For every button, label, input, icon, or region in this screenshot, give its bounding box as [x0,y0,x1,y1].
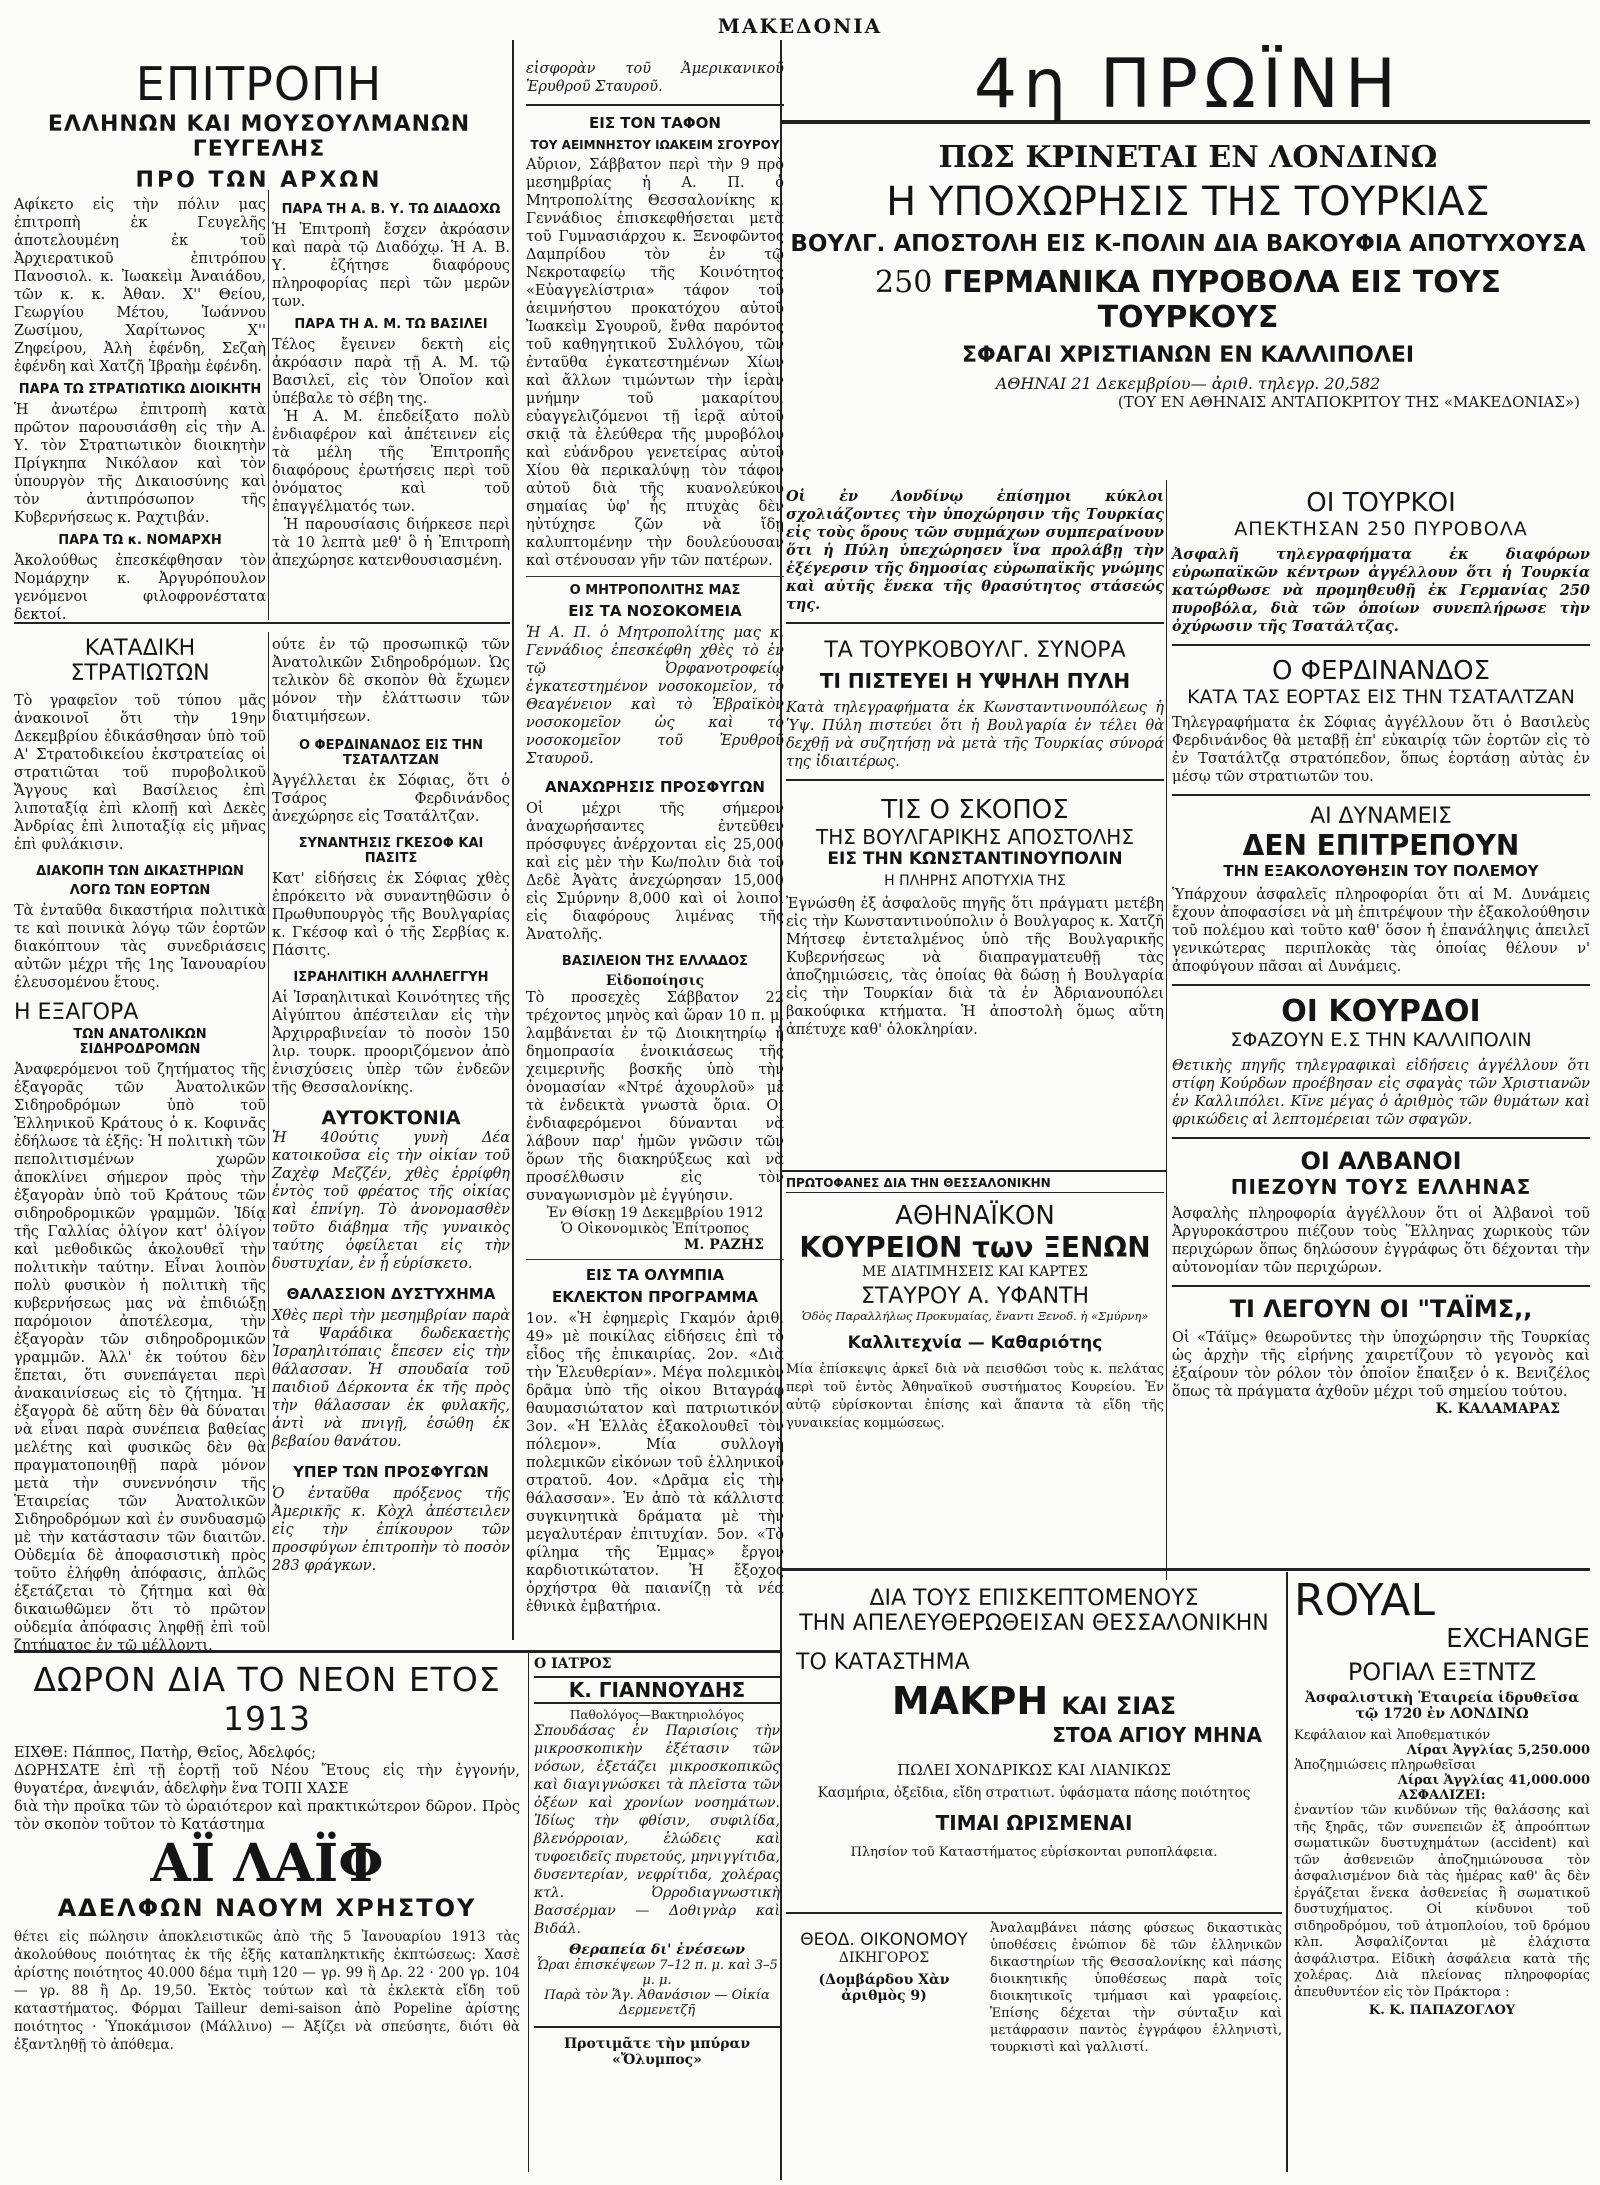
article-body: Ἡ παρουσίασις διήρκεσε περὶ τὰ 10 λεπτὰ μεθ' ὃ ἡ Ἐπιτροπὴ ἀπεχώρησε κατενθουσιασμένη. [272,517,510,569]
article-body: Ἀσφαλὴς πληροφορία ἀγγέλλουν ὅτι οἱ Ἀλβανοὶ τοῦ Ἀργυροκάστρου πιέζουν τοὺς Ἕλληνας χωρικοὺς τῶν περιχώρων ὅπως δηλώσουν ἐγγράφως ὅτι δέχονται τὴν αὐτονομίαν τῶν περιχώρων. [1172,1206,1590,1276]
article-title: Ο ΦΕΡΔΙΝΑΝΔΟΣ [1271,656,1491,686]
article-body: εἰσφορὰν τοῦ Ἀμερικανικοῦ Ἐρυθροῦ Σταυροῦ. [526,61,784,95]
ad-heading: ΤΙΜΑΙ ΩΡΙΣΜΕΝΑΙ [935,1811,1133,1835]
ad-brand-greek: ΡΟΓΙΑΛ ΕΞΤΝΤΖ [1347,1658,1537,1686]
ad-body: Σπουδάσας ἐν Παρισίοις τὴν μικροσκοπικὴν ἐξέτασιν τῶν νόσων, ἐξετάζει μικροσκοπικῶς καὶ διαγιγνώσκει τὰ πλεῖστα τῶν ὀξέων καὶ χρονίων νοσημάτων. Ἰδίως τὴν φθίσιν, συφιλίδα, βλενόρροιαν, ἑλώδεις καὶ τυφοειδεῖς πυρετούς, μηνιγγίτιδα, δυσεντερίαν, νεφρίτιδα, χολέρας κτλ. Ὀρροδιαγνωστικὴ Βασσέρμαν — Δοθιγνὰρ καὶ Βιδάλ. [534,1723,780,1937]
article-title: ΕΙΣ ΤΟΝ ΤΑΦΟΝ [589,114,721,132]
ad-heading: ΔΙΑ ΤΟΥΣ ΕΠΙΣΚΕΠΤΟΜΕΝΟΥΣ [869,1586,1199,1611]
notice-signer-title: Ὁ Οἰκονομικὸς Ἐπίτροπος [560,1221,750,1237]
ad-title: ΚΟΥΡΕΙΟΝ των ΞΕΝΩΝ [799,1231,1151,1264]
ad-body: θέτει εἰς πώλησιν ἀποκλειστικῶς ἀπὸ τῆς 5 Ἰανουαρίου 1913 τὰς ἀκολούθους ποιότητας ἐκ τῆς ἐξῆς καταπληκτικῆς ἐκπτώσεως: Χασὲ ἀρίστης ποιότητος 40.000 δέμα τιμὴ 120 — γρ. 99 ἢ Δρ. 22 · 200 γρ. 104 — γρ. 88 ἢ Δρ. 19,50. Ἐκτὸς τούτων καὶ τὰ ἐκλεκτὰ εἴδη τοῦ καταστήματος. Φόρμαι Tailleur demi-saison ἀπὸ Popeline ἀρίστης ποιότητος · Ὑποκάμισον (Μάλλινο) — Ἀξίζει νὰ σπεύσητε, διότι θὰ ἐξαντληθῇ τὸ ἀπόθεμα. [14,1929,520,2053]
ad-title: ΔΙΚΗΓΟΡΟΣ [838,1950,930,1966]
article-title: ΤΑ ΤΟΥΡΚΟΒΟΥΛΓ. ΣΥΝΟΡΑ [824,638,1126,663]
article-subtitle: ΑΠΕΚΤΗΣΑΝ 250 ΠΥΡΟΒΟΛΑ [1234,518,1528,540]
column-rule [528,1652,529,2172]
article-body: Τὰ ἐνταῦθα δικαστήρια πολιτικὰ τε καὶ ποινικὰ λόγῳ τῶν ἑορτῶν διακόπτουν τὰς συνεδριάσεις αὐτῶν μέχρι τῆς 1ης Ἰανουαρίου ἐλευσομένου ἔτους. [14,903,266,991]
section-heading: ΠΑΡΑ ΤΗ Α. Μ. ΤΩ ΒΑΣΙΛΕΙ [294,317,488,332]
article-body: Ἡ Ἐπιτροπὴ ἔσχεν ἀκρόασιν καὶ παρὰ τῷ Διαδόχῳ. Ἡ Α. Β. Υ. ἐζήτησε διαφόρους πληροφορίας περὶ τῶν μερῶν των. [272,222,510,310]
section-heading: ΔΙΑΚΟΠΗ ΤΩΝ ΔΙΚΑΣΤΗΡΙΩΝ [36,864,244,879]
article-body: 1ον. «Ἡ ἐφημερὶς Γκαμόν ἀριθ. 49» μὲ ποικίλας εἰδήσεις ἐπὶ τὸ εἶδος τῆς ἐπικαιρίας. 2ον. «Διὰ τὴν Ἐλευθερίαν». Μέγα πολεμικὸν δρᾶμα ὑπὸ τῆς οἰκου Βιταγράφ θαυμασιώτατον καὶ πατριωτικόν. 3ον. «Ἡ Ἑλλὰς ἐξακολουθεῖ τὸν πόλεμον». Μία συλλογὴ πολεμικῶν εἰκόνων τοῦ ἑλληνικοῦ στρατοῦ. 4ον. «Δρᾶμα εἰς τὴν θάλασσαν». Ἐν ἀπὸ τὰ κάλλιστα συγκινητικὰ δράματα μὲ τὴν μεγαλυτέραν ἐπιτυχίαν. 5ον. «Τὸ φίλημα τῆς Ἐμμας» ἔργον καρδιοτικώτατον. Ἡ ἔξοχος ὀρχήστρα θὰ παιανίζῃ τὰ νέα ἐθνικὰ ἐμβατήρια. [526,1311,784,1615]
section-heading: ΙΣΡΑΗΛΙΤΙΚΗ ΑΛΛΗΛΕΓΓΥΗ [293,970,489,985]
article-title: ΑΝΑΧΩΡΗΣΙΣ ΠΡΟΣΦΥΓΩΝ [545,778,765,796]
ad-line: Θεραπεία δι' ἐνέσεων [569,1942,745,1958]
ad-heading: ΤΗΝ ΑΠΕΛΕΥΘΕΡΩΘΕΙΣΑΝ ΘΕΣΣΑΛΟΝΙΚΗΝ [799,1611,1269,1636]
ad-heading: ΑΣΦΑΛΙΖΕΙ: [1398,1788,1486,1803]
article-title: Η ΕΞΑΓΟΡΑ [14,1000,139,1025]
article-title: ΚΑΤΑΔΙΚΗ ΣΤΡΑΤΙΩΤΩΝ [70,636,210,686]
ad-name: Κ. ΓΙΑΝΝΟΥΔΗΣ [534,1676,780,1704]
ad-line: διὰ τὴν προῖκα τῶν τὸ ὡραιότερον καὶ πρακτικώτερον δῶρον. Πρὸς τὸν σκοπὸν τοῦτον τὸ Κατάστημα [14,1799,520,1833]
ad-brand-sub: ΚΑΙ ΣΙΑΣ [1061,1692,1177,1720]
section-heading: ΠΑΡΑ ΤΩ ΣΤΡΑΤΙΩΤΙΚΩ ΔΙΟΙΚΗΤΗ [18,382,262,397]
section-heading: Εἰδοποίησις [605,973,705,989]
notice-date: Ἐν Θίσκῃ 19 Δεκεμβρίου 1912 [546,1205,764,1221]
article-body: Ἡ Α. Π. ὁ Μητροπολίτης μας κ. Γεννάδιος ἐπεσκέφθη χθὲς τὸ ἐν τῷ Ὀρφανοτροφείῳ ἐγκατεστημένον νοσοκομεῖον, τὸ Θεαγένειον καὶ τὸ Ἐβραϊκὸν νοσοκομεῖον ὡς καὶ τὸ νοσοκομεῖον τοῦ Ἐρυθροῦ Σταυροῦ. [526,625,784,767]
article-body: Ἐγνώσθη ἐξ ἀσφαλοῦς πηγῆς ὅτι πράγματι μετέβη εἰς τὴν Κωνσταντινούπολιν ὁ Βουλγαρος κ. Χατζῆ Μήτσεφ ἐντεταλμένος ὑπὸ τῆς Βουλγαρικῆς Κυβερνήσεως νὰ διαπραγματευθῇ τὰς ἀποζημιώσεις, τὰς ὁποίας θὰ δώσῃ ἡ Βουλγαρία εἰς τὴν Τουρκίαν διὰ τὰ ἐν Ἀδριανουπόλει βακούφικα κτήματα. Ἡ ἀποστολὴ ὅμως αὕτη ἀπέτυχε καθ' ὁλοκληρίαν. [786,896,1164,1038]
ad-title: ΔΩΡΟΝ ΔΙΑ ΤΟ ΝΕΟΝ ΕΤΟΣ 1913 [33,1660,501,1738]
section-heading: ΕΚΛΕΚΤΟΝ ΠΡΟΓΡΑΜΜΑ [551,1288,759,1306]
section-heading: ΠΑΡΑ ΤΩ κ. ΝΟΜΑΡΧΗ [58,533,222,548]
article-body: Ἀκολούθως ἐπεσκέφθησαν τὸν Νομάρχην κ. Ἀργυρόπουλον γενόμενοι φιλοφρονέστατα δεκτοί. [14,553,266,623]
ad-owner: ΣΤΑΥΡΟΥ Α. ΥΦΑΝΤΗ [860,1284,1090,1309]
ad-brand: ΜΑΚΡΗ [891,1679,1049,1723]
section-heading: ΘΑΛΑΣΣΙΟΝ ΔΥΣΤΥΧΗΜΑ [286,1285,496,1303]
article-title: Ο ΜΗΤΡΟΠΟΛΙΤΗΣ ΜΑΣ [569,583,741,598]
article-title: ΕΙΣ ΤΑ ΟΛΥΜΠΙΑ [585,1266,725,1284]
ad-name: ΘΕΟΔ. ΟΙΚΟΝΟΜΟΥ [800,1930,968,1950]
ad-title: ΑΘΗΝΑΪΚΟΝ [895,1201,1055,1231]
article-subtitle: ΣΦΑΖΟΥΝ Ε.Σ ΤΗΝ ΚΑΛΛΙΠΟΛΙΝ [1230,1029,1532,1051]
ad-line: Ἀποζημιώσεις πληρωθεῖσαι [1294,1758,1477,1773]
ad-line: ΕΙΧΘΕ: Πάππος, Πατὴρ, Θεῖος, Ἀδελφός; [14,1745,317,1761]
article-title: ΔΕΝ ΕΠΙΤΡΕΠΟΥΝ [1242,829,1520,862]
article-subtitle: ΠΙΕΖΟΥΝ ΤΟΥΣ ΕΛΛΗΝΑΣ [1230,1175,1532,1199]
ad-brand: ROYAL [1294,1575,1435,1626]
column-rule [268,190,269,620]
ad-hours: Ὧραι ἐπισκέψεων 7–12 π. μ. καὶ 3–5 μ. μ. [536,1958,778,1988]
article-body: Κατὰ τηλεγραφήματα ἐκ Κωνσταντινουπόλεως ἡ Ὑψ. Πύλη πιστεύει ὅτι ἡ Βουλγαρία ἐν τέλει θὰ δεχθῇ νὰ συζητήσῃ νὰ μετὰ τῆς Τουρκίας σύνορά της ἰδιαιτέρως. [786,700,1164,770]
ad-address: ΣΤΟΑ ΑΓΙΟΥ ΜΗΝΑ [1052,1723,1262,1747]
section-heading: ΤΩΝ ΑΝΑΤΟΛΙΚΩΝ ΣΙΔΗΡΟΔΡΟΜΩΝ [73,1027,207,1057]
article-body: Αὔριον, Σάββατον περὶ τὴν 9 πρὸ μεσημβρίας ἡ Α. Π. ὁ Μητροπολίτης Θεσσαλονίκης κ. Γεννάδιος ἐπισκεφθήσεται μετὰ τοῦ Γυμνασιάρχου κ. Ξενοφῶντος Δαμπρίδου τὸν ἐν τῷ Νεκροταφείῳ τῆς Κοινότητος «Εὐαγγελίστρια» τάφον τοῦ ἀειμνήστου προκατόχου αὐτοῦ Ἰωακεὶμ Σγουροῦ, ἔνθα παρόντος τοῦ καθηγητικοῦ Συλλόγου, τῶν ἐνταῦθα ἐγκατεστημένων Χίων καὶ ἄλλων τιμώντων τὴν ἱερὰν μνήμην τοῦ μακαρίτου, εὐαγγελιζόμενοι τῇ ἱερᾷ αὐτοῦ σκιᾷ τὰ ἐλεύθερα τῆς μυροβόλου καὶ εὐάνδρου γενετείρας αὐτοῦ Χίου θὰ περικαλύψῃ τὸν τάφον αὐτοῦ διὰ τῆς κυανολεύκου σημαίας ὑφ' ἧς πτυχὰς δὲν ηὐτύχησε ζῶν νὰ ἴδῃ καλυπτομένην τὴν δουλεύουσαν καὶ στένουσαν γῆν τῶν πατέρων. [526,157,784,569]
ad-line: Ἀσφαλιστικὴ Ἑταιρεία ἱδρυθεῖσα τῷ 1720 ἐν ΛΟΝΔΙΝΩ [1304,1690,1580,1722]
article-title: ΑΙ ΔΥΝΑΜΕΙΣ [1310,804,1452,829]
article-body: Αφίκετο εἰς τὴν πόλιν μας ἐπιτροπὴ ἐκ Γευγελῆς ἀποτελουμένη ἐκ τοῦ Ἀρχιερατικοῦ ἐπιτρόπου Πανοσιολ. κ. Ἰωακεὶμ Ἀναιάδου, τῶν κ. κ. Ἀθαν. Χ'' Θείου, Γεωργίου Μέτου, Ἰωάννου Ζωσίμου, Χαρίτωνος Χ'' Ζηφείρου, Ἀλὴ ἐφένδη, Σεζαὴ ἐφένδη καὶ Χατζῆ Ἰβραὴμ ἐφένδη. [14,197,266,375]
article-body: Οἱ ἐν Λονδίνῳ ἐπίσημοι κύκλοι σχολιάζοντες τὴν ὑποχώρησιν τῆς Τουρκίας εἰς τοὺς ὅρους τῶν συμμάχων συμπεραίνουν ὅτι ἡ Πύλη ὑπεχώρησεν ἵνα προλάβῃ τὴν ἐξέγερσιν τῆς δημοσίας εὐρωπαϊκῆς γνώμης καὶ αὐτῆς ἕνεκα τῆς θρασύτητος στάσεώς της. [786,488,1164,613]
ad-line: ΤΟ ΚΑΤΑΣΤΗΜΑ [796,1650,970,1675]
article-title: ΟΙ ΚΟΥΡΔΟΙ [1281,994,1481,1029]
article-subtitle: Η ΠΛΗΡΗΣ ΑΠΟΤΥΧΙΑ ΤΗΣ [884,873,1066,889]
ad-subtitle: ΜΕ ΔΙΑΤΙΜΗΣΕΙΣ ΚΑΙ ΚΑΡΤΕΣ [861,1264,1089,1280]
column-rule [1166,480,1167,1580]
ad-line: Κασμήρια, ὀξεῖδια, εἴδη στρατιωτ. ὑφάσματα πάσης ποιότητος [817,1785,1251,1801]
article-body: Ὁ ἐνταῦθα πρόξενος τῆς Ἀμερικῆς κ. Κὸχλ ἀπέστειλεν εἰς τὴν ἐπίκουρον τῶν προσφύγων ἐπιτροπὴν τὸ ποσὸν 283 φράγκων. [272,1486,510,1574]
article-signature: Κ. ΚΑΛΑΜΑΡΑΣ [1435,1401,1560,1417]
headline: ΒΟΥΛΓ. ΑΠΟΣΤΟΛΗ ΕΙΣ Κ-ΠΟΛΙΝ ΔΙΑ ΒΑΚΟΥΦΙΑ ΑΠΟΤΥΧΟΥΣΑ [790,231,1586,257]
article-body: Τηλεγραφήματα ἐκ Σόφιας ἀγγέλλουν ὅτι ὁ Βασιλεὺς Φερδινάνδος θὰ μεταβῇ ἐπ' εὐκαιρίᾳ τῶν ἑορτῶν εἰς τὸ ἐν Τσατάλτζᾳ στρατόπεδον, ὅπως ἑορτάσῃ αὐτὰς ἐν μέσῳ τῶν στρατιωτῶν του. [1172,715,1590,785]
section-heading: ΕΙΣ ΤΑ ΝΟΣΟΚΟΜΕΙΑ [568,602,742,620]
column-rule [512,40,514,1640]
article-body: Ἡ 40ούτις γυνὴ Δέα κατοικοῦσα εἰς τὴν οἰκίαν τοῦ Ζαχὲφ Μεζζέν, χθὲς ἐρρίφθη ἐντὸς τοῦ φρέατος τῆς οἰκίας καὶ ἐπνίγη. Τὸ ἀνονομασθὲν τοῦτο διάβημα τῆς γυναικὸς ταύτης ὀφείλεται εἰς τὴν δυστυχίαν, ἐν ᾗ εὑρίσκετο. [272,1130,510,1272]
section-heading: ΥΠΕΡ ΤΩΝ ΠΡΟΣΦΥΓΩΝ [293,1463,489,1481]
article-body: Ἀσφαλῆ τηλεγραφήματα ἐκ διαφόρων εὐρωπαϊκῶν κέντρων ἀγγέλλουν ὅτι ἡ Τουρκία κατώρθωσε νὰ προμηθευθῇ ἐκ Γερμανίας 250 πυροβόλα, διὰ τῶν ὁποίων συνεπλήρωσε τὴν ὀχύρωσιν τῆς Τσατάλτζας. [1172,546,1590,635]
ad-brand-sub: EXCHANGE [1446,1624,1590,1654]
article-subtitle: ΕΙΣ ΤΗΝ ΚΩΝΣΤΑΝΤΙΝΟΥΠΟΛΙΝ [827,849,1123,869]
article-body: Χθὲς περὶ τὴν μεσημβρίαν παρὰ τὰ Ψαράδικα δωδεκαετὴς Ἰσραηλιτόπαις ἔπεσεν εἰς τὴν θάλασσαν. Ἡ σπουδαία τοῦ παιδιοῦ Δέρκοντα ἐκ τῆς πρὸς τὴν θάλασσαν ἐκ φυλακῆς, ἀντὶ νὰ πνιγῇ, ἐσώθη ἐκ βεβαίου θανάτου. [272,1308,510,1450]
ad-slogan: Καλλιτεχνία — Καθαριότης [847,1333,1103,1353]
ad-brand: ΑΪ ΛΑΪΦ [150,1833,384,1894]
headline: Η ΥΠΟΧΩΡΗΣΙΣ ΤΗΣ ΤΟΥΡΚΙΑΣ [886,179,1490,225]
ad-value: Λίραι Ἀγγλίας 41,000.000 [1397,1773,1590,1788]
article-body: Ἡ Α. Μ. ἐπεδείξατο πολὺ ἐνδιαφέρον καὶ ἀπέτεινεν εἰς τὰ μέλη τῆς Ἐπιτροπῆς διαφόρους ἐρωτήσεις περὶ τοῦ ὀνόματος καὶ τοῦ ἐπαγγέλματός των. [272,409,510,515]
article-title: ΒΑΣΙΛΕΙΟΝ ΤΗΣ ΕΛΛΑΔΟΣ [561,954,749,969]
article-title: ΕΠΙΤΡΟΠΗ [135,57,383,111]
article-body: Οἱ μέχρι τῆς σήμερον ἀναχωρήσαντες ἐντεῦθεν πρόσφυγες ἀνέρχονται εἰς 25,000 καὶ εἰς μὲν τὴν Κω/πολιν διὰ τοῦ Δεδὲ Ἀγὰτς ἀνεχώρησαν 15,000 εἰς Σμύρνην 8,000 καὶ οἱ λοιποὶ εἰς διαφόρους λιμένας τῆς Ἀνατολῆς. [526,801,784,943]
article-body: Θετικὴς πηγῆς τηλεγραφικαὶ εἰδήσεις ἀγγέλλουν ὅτι στίφη Κούρδων προέβησαν εἰς σφαγὰς τῶν Χριστιανῶν ἐν Καλλιπόλει. Κῖνε μέγας ὁ ἀριθμὸς τῶν θυμάτων καὶ φρικώδεις αἱ λεπτομέρειαι τῶν σφαγῶν. [1172,1058,1590,1128]
ad-kicker: ΠΡΩΤΟΦΑΝΕΣ ΔΙΑ ΤΗΝ ΘΕΣΣΑΛΟΝΙΚΗΝ [786,1176,1164,1193]
ad-line: Πλησίον τοῦ Καταστήματος εὑρίσκονται ρυποπλάφεια. [850,1845,1218,1860]
article-subtitle: ΤΗΝ ΕΞΑΚΟΛΟΥΘΗΣΙΝ ΤΟΥ ΠΟΛΕΜΟΥ [1223,862,1539,880]
section-heading: ΛΟΓΩ ΤΩΝ ΕΟΡΤΩΝ [69,883,211,898]
column-rule [268,632,269,1632]
article-title: ΑΥΤΟΚΤΟΝΙΑ [321,1107,461,1129]
ad-heading: Ο ΙΑΤΡΟΣ [534,1656,612,1672]
article-title: ΟΙ ΑΛΒΑΝΟΙ [1300,1147,1462,1175]
article-body: Ὑπάρχουν ἀσφαλεῖς πληροφορίαι ὅτι αἱ Μ. Δυνάμεις ἔχουν ἀποφασίσει νὰ μὴ ἐπιτρέψουν τὴν ἐξακολούθησιν τοῦ πολέμου καὶ τοῦτο καθ' ὅσον ἡ ἐπανάληψις ἀπειλεῖ γενικώτερας περιπλοκὰς τὰς ὁποίας θέλουν ν' ἀποφύγουν πᾶσαι αἱ Δυνάμεις. [1172,887,1590,975]
article-subtitle: ΚΑΤΑ ΤΑΣ ΕΟΡΤΑΣ ΕΙΣ ΤΗΝ ΤΣΑΤΑΛΤΖΑΝ [1187,686,1575,708]
ad-body: ἐναντίον τῶν κινδύνων τῆς θαλάσσης καὶ τῆς ξηρᾶς, τῶν συνεπειῶν ἐξ ἀπροόπτων σωματικῶν δυστυχημάτων (accident) καὶ τῶν ἀσθενειῶν ἀποζημιώνουσα τὸν ἀσφαλισμένον διὰ τὰς ἡμέρας καθ' ἃς δὲν ἐργάζεται ἕνεκα ἀσθενείας ἢ σωματικοῦ δυστυχήματος. Οἱ κίνδυνοι τοῦ σιδηροδρόμου, τοῦ ἀτμοπλοίου, τοῦ δρόμου κλπ. Ἀσφαλίζονται μὲ ἐλάχιστα ἀσφάλιστρα. Εἰδικὴ ἀσφάλεια κατὰ τῆς χολέρας. Διὰ πλείονας πληροφορίας ἀπευθυντέον εἰς τὸν Πράκτορα : [1294,1803,1590,2000]
ad-line: ΔΩΡΗΣΑΤΕ ἐπὶ τῇ ἑορτῇ τοῦ Νέου Ἔτους εἰς τὴν ἐγγονήν, θυγατέρα, ἀνεψιάν, ἀδελφὴν ἕνα ΤΟΠΙ ΧΑΣΕ [14,1763,520,1797]
section-heading: ΠΑΡΑ ΤΗ Α. Β. Υ. ΤΩ ΔΙΑΔΟΧΩ [281,202,501,217]
article-subtitle: ΤΗΣ ΒΟΥΛΓΑΡΙΚΗΣ ΑΠΟΣΤΟΛΗΣ [816,825,1134,849]
headline: ΓΕΡΜΑΝΙΚΑ ΠΥΡΟΒΟΛΑ ΕΙΣ ΤΟΥΣ ΤΟΥΡΚΟΥΣ [942,265,1501,335]
ad-value: Λίραι Ἀγγλίας 5,250.000 [1406,1743,1590,1758]
ad-brand-sub: ΑΔΕΛΦΩΝ ΝΑΟΥΜ ΧΡΗΣΤΟΥ [57,1894,477,1922]
column-rule [1286,1572,1288,2172]
article-body: Ἀγγέλλεται ἐκ Σόφιας, ὅτι ὁ Τσάρος Φερδινάνδος ἀνεχώρησε εἰς Τσατάλτζαν. [272,773,510,825]
article-title: ΟΙ ΤΟΥΡΚΟΙ [1306,488,1456,518]
article-body: Κατ' εἰδήσεις ἐκ Σόφιας χθὲς ἐπρόκειτο νὰ συναντηθῶσιν ὁ Πρωθυπουργὸς τῆς Βουλγαρίας κ. Γκέσοφ καὶ ὁ τῆς Σερβίας κ. Πάσιτς. [272,871,510,959]
article-body: Αἱ Ἰσραηλιτικαὶ Κοινότητες τῆς Αἰγύπτου ἀπέστειλαν εἰς τὴν Ἀρχιρραβινείαν τὸ ποσὸν 150 λιρ. τουρκ. προοριζόμενον ἀπὸ ἐνισχύσεις ὑπὲρ τῶν ἐνδεῶν τῆς Θεσσαλονίκης. [272,990,510,1096]
ad-address: (Δομβάρδου Χὰν ἀριθμὸς 9) [818,1972,950,2004]
correspondent: (ΤΟΥ ΕΝ ΑΘΗΝΑΙΣ ΑΝΤΑΠΟΚΡΙΤΟΥ ΤΗΣ «ΜΑΚΕΔΟΝΙΑΣ») [1117,393,1580,411]
headline-number: 250 [875,265,933,300]
ad-line: Κεφάλαιον καὶ Ἀποθεματικόν [1294,1728,1491,1743]
article-subtitle: ΕΛΛΗΝΩΝ ΚΑΙ ΜΟΥΣΟΥΛΜΑΝΩΝ ΓΕΥΓΕΛΗΣ [47,112,471,162]
article-body: Τὸ γραφεῖον τοῦ τύπου μᾶς ἀνακοινοῖ ὅτι τὴν 19ην Δεκεμβρίου ἐδικάσθησαν ὑπὸ τοῦ Α' Στρατοδικείου ἐκστρατείας οἱ στρατιῶται τοῦ πυροβολικοῦ Ἄγγους καὶ Βασίλειος ἐπὶ λιποταξίᾳ ἐπὶ κλοπῇ καὶ Δεκὲς Ἀνδρίας ἐπὶ λιποταξίᾳ εἰς μῆνας ἐπὶ φυλάκισιν. [14,693,266,853]
section-heading: ΤΟΥ ΑΕΙΜΝΗΣΤΟΥ ΙΩΑΚΕΙΜ ΣΓΟΥΡΟΥ [530,138,780,152]
dateline: ΑΘΗΝΑΙ 21 Δεκεμβρίου— ἀριθ. τηλεγρ. 20,582 [995,374,1381,393]
section-heading: Ο ΦΕΡΔΙΝΑΝΔΟΣ ΕΙΣ ΤΗΝ ΤΣΑΤΑΛΤΖΑΝ [298,738,484,768]
section-rule [786,1912,1282,1914]
ad-address: Παρὰ τὸν Ἅγ. Ἀθανάσιον — Οἰκία Δερμενετζῆ [544,1988,770,2018]
ad-agent: Κ. Κ. ΠΑΠΑΖΟΓΛΟΥ [1368,2003,1516,2018]
article-subtitle: ΠΡΟ ΤΩΝ ΑΡΧΩΝ [135,168,383,193]
headline: ΠΩΣ ΚΡΙΝΕΤΑΙ ΕΝ ΛΟΝΔΙΝΩ [938,140,1438,175]
article-body: ούτε ἐν τῷ προσωπικῷ τῶν Ἀνατολικῶν Σιδηροδρόμων. Ὡς τελικὸν δὲ σκοπὸν θὰ ἔχωμεν μόνον τὴν ἐλάττωσιν τῶν διατιμήσεων. [272,637,510,725]
ad-beer: Προτιμᾶτε τὴν μπύραν «Ὄλυμπος» [563,2036,751,2068]
article-subtitle: ΤΙ ΠΙΣΤΕΥΕΙ Η ΥΨΗΛΗ ΠΥΛΗ [819,669,1131,693]
edition-title: 4η ΠΡΩΪΝΗ [973,45,1403,124]
section-rule [782,1170,1166,1172]
article-title: ΤΙΣ Ο ΣΚΟΠΟΣ [881,795,1069,825]
ad-body: Ἀναλαμβάνει πάσης φύσεως δικαστικὰς ὑποθέσεις ἐνώπιον δὲ τῶν ἑλληνικῶν δικαστηρίων τῆς Θεσσαλονίκης καὶ πάσης διοικητικῆς ὑποθέσεως παρὰ τοῖς διοικητικοῖς τμήμασι καὶ γραφείοις. Ἐπίσης δέχεται τὴν σύνταξιν καὶ μετάφρασιν παντὸς ἐγγράφου ἑλληνιστὶ, τουρκιστὶ καὶ γαλλιστί. [990,1921,1282,2055]
headline: ΣΦΑΓΑΙ ΧΡΙΣΤΙΑΝΩΝ ΕΝ ΚΑΛΛΙΠΟΛΕΙ [961,343,1415,368]
newspaper-masthead: ΜΑΚΕΔΟΝΙΑ [717,14,883,38]
article-body: Τέλος ἔγεινεν δεκτὴ εἰς ἀκρόασιν παρὰ τῇ Α. Μ. τῷ Βασιλεῖ, εἰς τὸν Ὁποῖον καὶ ὑπέβαλε τὸ σέβη της. [272,337,510,407]
article-body: Οἱ «Τάϊμς» θεωροῦντες τὴν ὑποχώρησιν τῆς Τουρκίας ὡς ἀρχὴν τῆς εἰρήνης χαιρετίζουν τὸ γεγονὸς καὶ ἐξαίρουν τὸν ρόλον τὸν ὁποῖον ἔπαιξεν ὁ κ. Βενιζέλος ὅπως τὰ πράγματα ἀχθοῦν μέχρι τοῦ σημείου τούτου. [1172,1330,1590,1400]
section-heading: ΣΥΝΑΝΤΗΣΙΣ ΓΚΕΣΟΦ ΚΑΙ ΠΑΣΙΤΣ [298,836,484,866]
ad-address: Ὁδὸς Παραλλήλως Προκυμαίας, ἔναντι Ξενοδ. ἡ «Σμύρνη» [801,1309,1149,1323]
article-body: Ἡ ἀνωτέρω ἐπιτροπὴ κατὰ πρῶτον παρουσιάσθη εἰς τὴν Α. Υ. τὸν Στρατιωτικὸν διοικητὴν Πρίγκηπα Νικόλαον καὶ τὸν ὑπουργὸν τῆς Δικαιοσύνης καὶ τὸν ἀντιπρόσωπον τῆς Κυβερνήσεως κ. Ραχτιβάν. [14,402,266,526]
ad-subtitle: Παθολόγος—Βακτηριολόγος [569,1708,745,1722]
article-title: ΤΙ ΛΕΓΟΥΝ ΟΙ "ΤΑΪΜΣ,, [1229,1295,1533,1323]
ad-body: Μία ἐπίσκεψις ἀρκεῖ διὰ νὰ πεισθῶσι τοὺς κ. πελάτας περὶ τοῦ ἐντὸς Ἀθηναϊκοῦ συστήματος Κουρείου. Ἐν αὐτῷ εὑρίσκονται ἐπίσης καὶ ἅπαντα τὰ εἴδη τῆς γυναικείας κομμώσεως. [786,1362,1164,1431]
ad-line: ΠΩΛΕΙ ΧΟΝΔΡΙΚΩΣ ΚΑΙ ΛΙΑΝΙΚΩΣ [897,1761,1171,1779]
notice-signer: Μ. ΡΑΖΗΣ [684,1237,764,1253]
article-body: Ἀναφερόμενοι τοῦ ζητήματος τῆς ἐξαγορᾶς τῶν Ἀνατολικῶν Σιδηροδρόμων ὑπὸ τοῦ Ἑλληνικοῦ Κράτους ὁ κ. Κοφινᾶς ἐδήλωσε τὰ ἑξῆς: Ἡ πολιτικὴ τῶν πεπολιτισμένων χωρῶν ἀποκλίνει σήμερον πρὸς τὴν ἐξαγορὰν ὑπὸ τοῦ Κράτους τῶν σιδηροδρομικῶν γραμμῶν. Ἰδίᾳ τῆς Γαλλίας ὀλίγον κατ' ὀλίγον καὶ μεθοδικῶς ἀκολουθεῖ τὴν πολιτικὴν ταύτην. Εἶναι λοιπὸν πολὺ φυσικὸν ἡ πολιτικὴ τῆς κυβερνήσεως μας νὰ ἐπιδιώξῃ παρόμοιον ἀποτέλεσμα, τὴν ἐξαγορὰν τῶν σιδηροδρομικῶν γραμμῶν. Ἀλλ' ἐκ τούτου δὲν ἕπεται, ὅτι συνεπάγεται περὶ ἀνακαινίσεως εἰς τὸ ζήτημα. Ἡ ἐξαγορὰ δὲ αὕτη δὲν θὰ δύναται νὰ εἶναι παρὰ συνέπεια βαθείας μελέτης καὶ φυσικῶς δὲν θὰ πραγματοποιηθῇ παρὰ μόνον μετὰ τὴν συνεννόησιν τῆς Ἑταιρείας τῶν Ἀνατολικῶν Σιδηροδρόμων καὶ ἐν συνδυασμῷ μὲ τὴν κατάστασιν τῶν διαιτῶν. Οὐδεμία δὲ ἀποφασιστικὴ πρὸς τοῦτο ἐλήφθη ἀπόφασις, ἁπλῶς ἐξετάζεται τὸ ζήτημα καὶ θὰ δικαιωθῶμεν ὅτι τὸ πρῶτον οὐδεμία ἀπόφασις ληφθῇ ἐπὶ τοῦ ζητήματος ἐν τῷ μέλλοντι. [14,1062,266,1654]
section-rule [782,1568,1590,1571]
article-body: Τὸ προσεχὲς Σάββατον 22 τρέχοντος μηνὸς καὶ ὥραν 10 π. μ. λαμβάνεται ἐν τῷ Διοικητηρίῳ ἡ δημοπρασία ἐνοικιάσεως τῆς χειμερινῆς βοσκῆς ὑπὸ τὴν ὀνομασίαν «Ντρέ ἀχουρλοῦ» μὲ τὰ ἐνδεικτὰ γνωστὰ ὅρια. Οἱ ἐνδιαφερόμενοι δύνανται νὰ λάβουν παρ' ἡμῶν γνῶσιν τῶν ὅρων τῆς διακηρύξεως καὶ νὰ προσέλθωσιν εἰς τὸν συναγωνισμὸν μὲ ἐγγύησιν. [526,990,784,1204]
